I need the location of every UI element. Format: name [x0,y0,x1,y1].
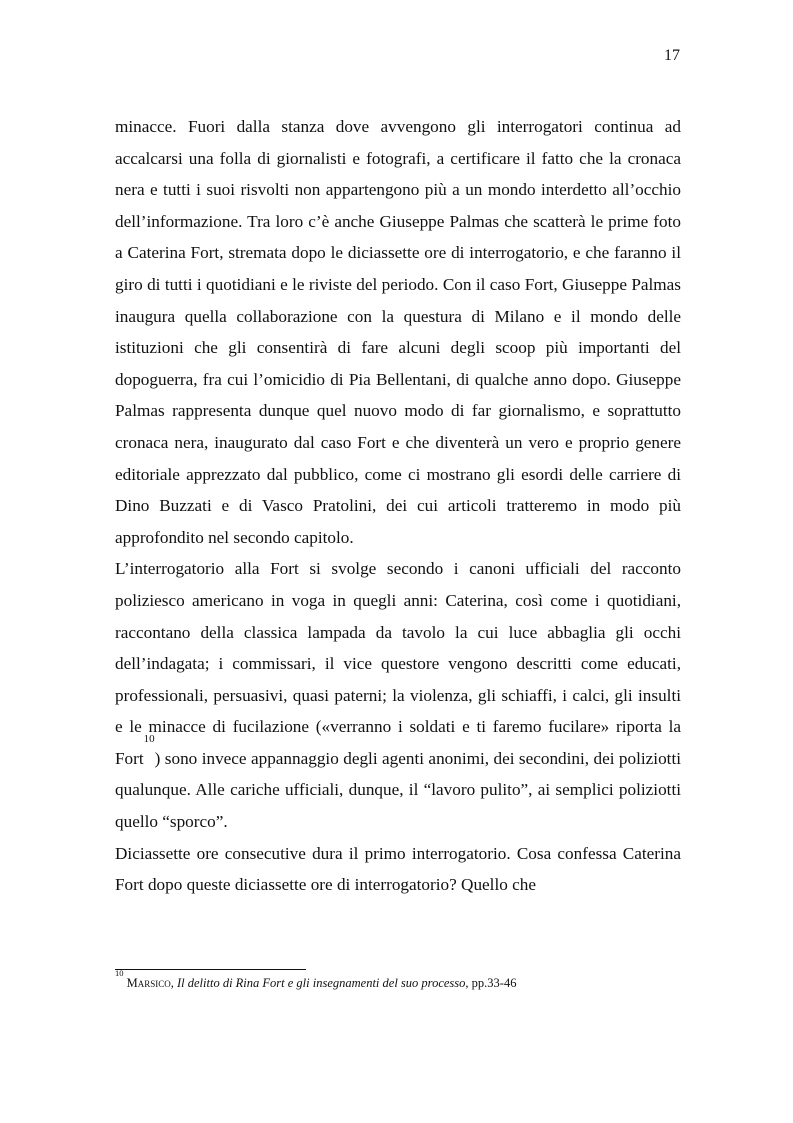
page-number: 17 [664,47,680,64]
footnote-separator [115,969,306,970]
footnote-reference: 10 [143,732,155,745]
paragraph-2-text-end: ) sono invece appannaggio degli agenti anonimi, dei secondini, dei poliziotti qualunque. Alle cariche ufficiali, dunque, il “lavoro pulito”, ai semplici poliziotti quello “sporco”. [115,748,681,832]
footnote [115,968,681,991]
paragraph-1-text: minacce. Fuori dalla stanza dove avvengono gli interrogatori continua ad accalcarsi una folla di giornalisti e fotografi, a certificare il fatto che la cronaca nera e tutti i suoi risvolti non appartengono più a un mondo interdetto all’occhio dell’informazione. Tra loro c’è anche Giuseppe Palmas che scatterà le prime foto a Caterina Fort, stremata dopo le diciassette ore di interrogatorio, e che faranno il giro di tutti i quotidiani e le riviste del periodo. Con il caso Fort, Giuseppe Palmas inaugura quella collaborazione con la questura di Milano e il mondo delle istituzioni che gli consentirà di fare alcuni degli scoop più importanti del dopoguerra, fra cui l’omicidio di Pia Bellentani, di qualche anno dopo. Giuseppe Palmas rappresenta dunque quel nuovo modo di far giornalismo, e soprattutto cronaca nera, inaugurato dal caso Fort e che diventerà un vero e proprio genere editoriale apprezzato dal pubblico, come ci mostrano gli esordi delle carriere di Dino Buzzati e di Vasco Pratolini, dei cui articoli tratteremo in modo più approfondito nel secondo capitolo. [115,117,681,547]
body-text [115,111,681,901]
paragraph-2 [115,553,681,837]
footnote-number: 10 [115,968,124,978]
paragraph-3 [115,838,681,901]
footnote-author: Marsico, [126,976,174,990]
paragraph-2-text-start: L’interrogatorio alla Fort si svolge secondo i canoni ufficiali del racconto poliziesco americano in voga in quegli anni: Caterina, così come i quotidiani, raccontano della classica lampada da tavolo la cui luce abbaglia gli occhi dell’indagata; i commissari, il vice questore vengono descritti come educati, professionali, persuasivi, quasi paterni; la violenza, gli schiaffi, i calci, gli insulti e le minacce di fucilazione («verranno i soldati e ti faremo fucilare» riporta la Fort [115,559,681,768]
paragraph-1 [115,111,681,553]
footnote-pages: pp.33-46 [471,976,517,990]
paragraph-3-text: Diciassette ore consecutive dura il primo interrogatorio. Cosa confessa Caterina Fort dopo queste diciassette ore di interrogatorio? Quello che [115,843,681,895]
footnote-title: Il delitto di Rina Fort e gli insegnamenti del suo processo, [177,976,469,990]
